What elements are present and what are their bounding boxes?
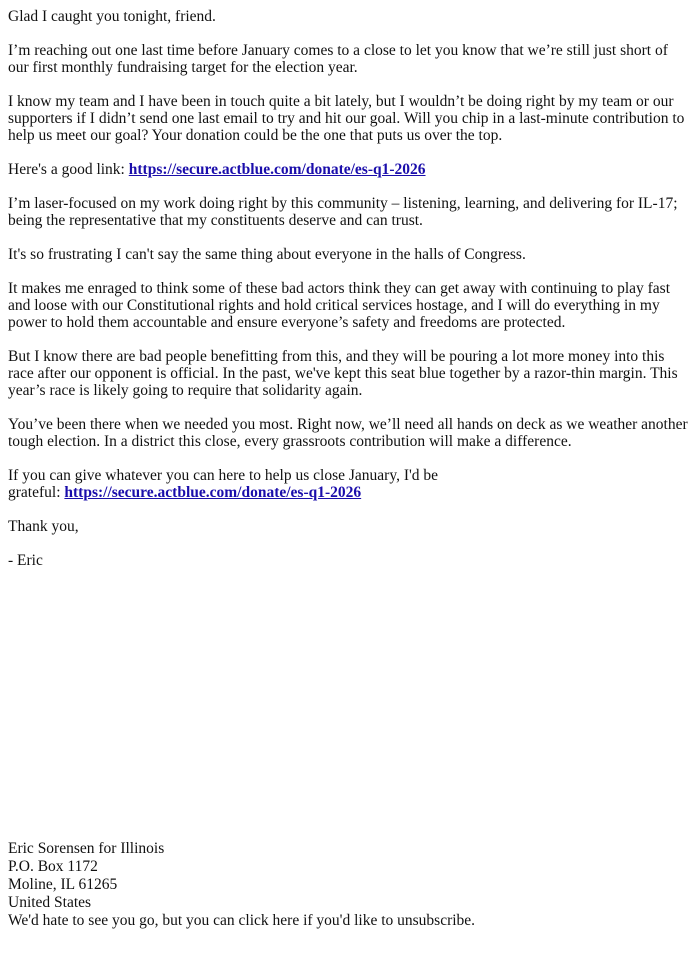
- paragraph-ask: I know my team and I have been in touch quite a bit lately, but I wouldn’t be doing right by my team or our supporters if I didn’t send one last email to try and hit our goal. Will you chip in a last-minute contribution to help us meet our goal? Your donation could be the one that puts us over the top.: [8, 93, 685, 144]
- closing: Thank you,: [8, 518, 79, 535]
- paragraph-bad-people: But I know there are bad people benefitting from this, and they will be pouring a lot more money into this race after our opponent is official. In the past, we've kept this seat blue together by a razor-thin margin. This year’s race is likely going to require that solidarity again.: [8, 348, 678, 399]
- paragraph-give: [8, 467, 692, 501]
- footer: [8, 840, 692, 930]
- paragraph-focus: I’m laser-focused on my work doing right by this community – listening, learning, and delivering for IL-17; being the representative that my constituents deserve and can trust.: [8, 195, 678, 229]
- greeting: Glad I caught you tonight, friend.: [8, 8, 216, 25]
- give-line-1: If you can give whatever you can here to help us close January, I'd be: [8, 467, 439, 484]
- paragraph-congress: It's so frustrating I can't say the same thing about everyone in the halls of Congress.: [8, 246, 526, 263]
- paragraph-intro: I’m reaching out one last time before January comes to a close to let you know that we’re still just short of our first monthly fundraising target for the election year.: [8, 42, 668, 76]
- footer-po-box: P.O. Box 1172: [8, 858, 98, 875]
- signature: - Eric: [8, 552, 43, 569]
- paragraph-link: [8, 161, 692, 178]
- footer-country: United States: [8, 894, 92, 911]
- footer-city: Moline, IL 61265: [8, 876, 118, 893]
- link-prefix: Here's a good link:: [8, 161, 129, 178]
- donate-link-1[interactable]: https://secure.actblue.com/donate/es-q1-2026: [128, 161, 426, 178]
- paragraph-enraged: It makes me enraged to think some of these bad actors think they can get away with continuing to play fast and loose with our Constitutional rights and hold critical services hostage, and I will do everything in my power to hold them accountable and ensure everyone’s safety and freedoms are protected.: [8, 280, 671, 331]
- footer-org: Eric Sorensen for Illinois: [8, 840, 165, 857]
- donate-link-2[interactable]: https://secure.actblue.com/donate/es-q1-2026: [64, 484, 362, 501]
- unsubscribe-text[interactable]: We'd hate to see you go, but you can click here if you'd like to unsubscribe.: [8, 912, 476, 929]
- paragraph-needed: You’ve been there when we needed you most. Right now, we’ll need all hands on deck as we weather another tough election. In a district this close, every grassroots contribution will make a difference.: [8, 416, 688, 450]
- email-body: [8, 8, 692, 586]
- give-prefix: grateful:: [8, 484, 65, 501]
